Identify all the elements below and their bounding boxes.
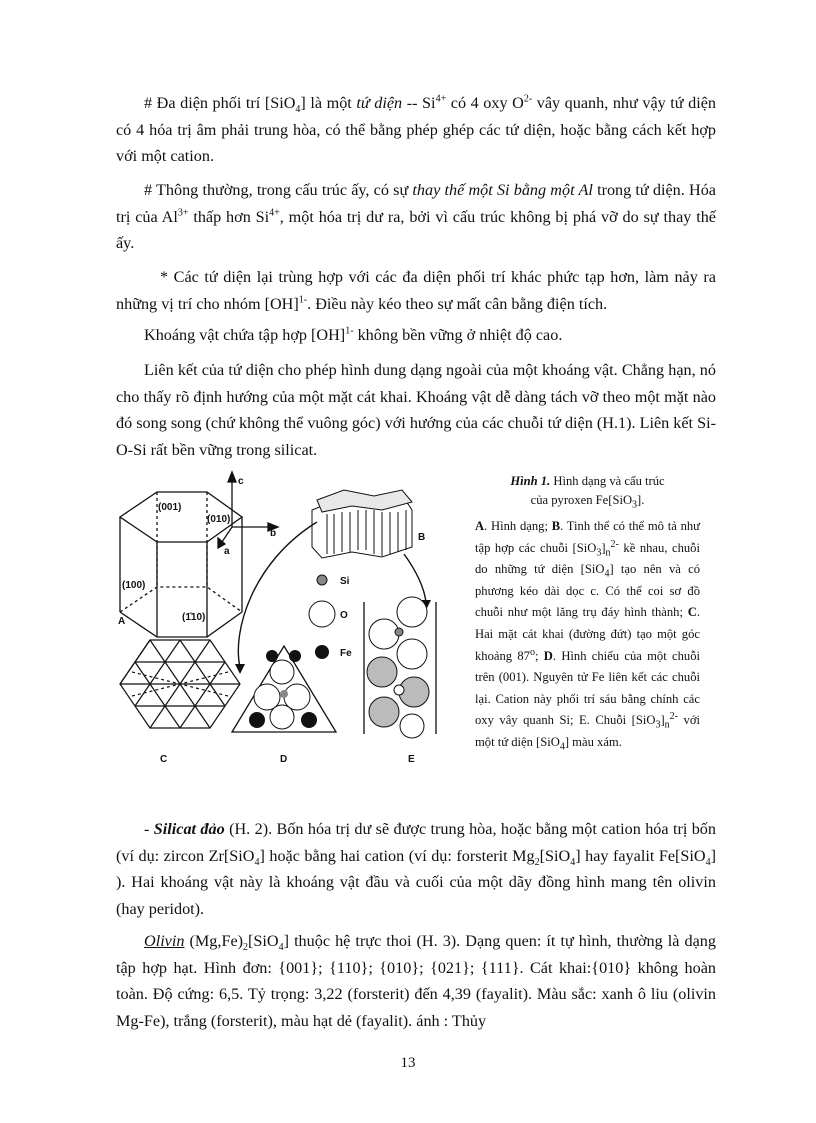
si-legend-label: Si <box>340 576 350 587</box>
face-100-label: (100) <box>122 580 146 591</box>
face-110-label: (1̄10) <box>182 612 206 623</box>
paragraph-6: - Silicat đảo (H. 2). Bốn hóa trị dư sẽ được trung hòa, hoặc bằng một cation hóa trị bốn (ví dụ: zircon Zr[SiO$_4$] hoặc bằng hai cation (ví dụ: forsterit $Mg_2[SiO_4]$ hay fayalit Fe[SiO$_4$] ). Hai khoáng vật này là khoáng vật đầu và cuối của một dãy đồng hình mang tên olivin (hay peridot). <box>116 820 716 918</box>
fe-legend-symbol <box>315 645 329 659</box>
fe-legend-label: Fe <box>340 648 352 659</box>
axis-b-label: b <box>270 528 277 539</box>
projection-d <box>232 646 336 732</box>
crystal-b <box>312 490 412 558</box>
page-number: 13 <box>400 1055 416 1071</box>
caption-title: Hình 1. Hình dạng và cấu trúc của pyroxen Fe[SiO$_3$]. <box>510 474 665 511</box>
face-001-label: (001) <box>158 502 182 513</box>
figure-1-caption <box>475 472 700 754</box>
label-b-panel: B <box>418 532 426 543</box>
paragraph-1: # Đa diện phối trí [SiO$_4$] là một tứ diện -- $Si^{4+}$ có 4 oxy $O^{2-}$ vây quanh, như vậy tứ diện có 4 hóa trị âm phải trung hòa, có thể bằng phép ghép các tứ diện, hoặc bằng cách kết hợp với một cation. <box>116 93 717 165</box>
label-a-panel: A <box>118 616 126 627</box>
label-c-panel: C <box>160 754 168 765</box>
label-e-panel: E <box>408 754 415 765</box>
caption-body: A. Hình dạng; B. Tinh thể có thể mô tả như tập hợp các chuỗi $[SiO_3]_n^{2-}$ kề nhau, chuỗi do những tứ diện [SiO$_4$] tạo nên và có phương kéo dài dọc c. Có thể coi sơ đồ chuỗi như một lăng trụ đáy hình thành; C. Hai mặt cát khai (đường đứt) tạo một góc khoảng 87$^o$; D. Hình chiếu của một chuỗi trên (001). Nguyên tử Fe liên kết các chuỗi lại. Cation này phối trí sáu bằng chính các oxy vây quanh Si; E. Chuỗi $[SiO_3]_n^{2-}$ với một tứ diện [SiO$_4$] màu xám. <box>475 519 701 753</box>
o-legend-symbol <box>309 601 335 627</box>
axes <box>218 472 278 548</box>
pattern-c <box>120 640 240 728</box>
chain-e <box>364 597 436 738</box>
figure-1-drawing <box>112 462 482 774</box>
face-010-label: (010) <box>207 514 231 525</box>
label-d-panel: D <box>280 754 288 765</box>
paragraph-7: Olivin $(Mg,Fe)_2[SiO_4]$ thuộc hệ trực thoi (H. 3). Dạng quen: ít tự hình, thường là dạng tập hợp hạt. Hình đơn: {001}; {110}; {010}; {021}; {111}. Cát khai:{010} không hoàn toàn. Độ cứng: 6,5. Tỷ trọng: 3,22 (forsterit) đến 4,39 (fayalit). Màu sắc: xanh ô liu (olivin Mg-Fe), trắng (forsterit), màu hạt dẻ (fayalit). ánh : Thủy <box>116 932 716 1030</box>
o-legend-label: O <box>340 610 348 621</box>
paragraph-5: Liên kết của tứ diện cho phép hình dung dạng ngoài của một khoáng vật. Chẳng hạn, nó cho thấy rõ định hướng của một mặt cát khai. Khoáng vật dễ dàng tách vỡ theo một mặt nào đó song song (chứ không thể vuông góc) với hướng của các chuỗi tứ diện (H.1). Liên kết Si-O-Si rất bền vững trong silicat. <box>116 361 716 459</box>
paragraph-3: * Các tứ diện lại trùng hợp với các đa diện phối trí khác phức tạp hơn, làm nảy ra những vị trí cho nhóm [OH]$^{1-}$. Điều này kéo theo sự mất cân bằng điện tích. <box>116 268 716 313</box>
axis-c-label: c <box>238 476 244 487</box>
si-legend-symbol <box>317 575 327 585</box>
paragraph-4: Khoáng vật chứa tập hợp [OH]$^{1-}$ không bền vững ở nhiệt độ cao. <box>144 325 563 344</box>
paragraph-2: # Thông thường, trong cấu trúc ấy, có sự thay thế một Si bằng một Al trong tứ diện. Hóa trị của $Al^{3+}$ thấp hơn $Si^{4+}$, một hóa trị dư ra, bởi vì cấu trúc không bị phá vỡ do sự thay thế ấy. <box>116 181 716 252</box>
axis-a-label: a <box>224 546 230 557</box>
